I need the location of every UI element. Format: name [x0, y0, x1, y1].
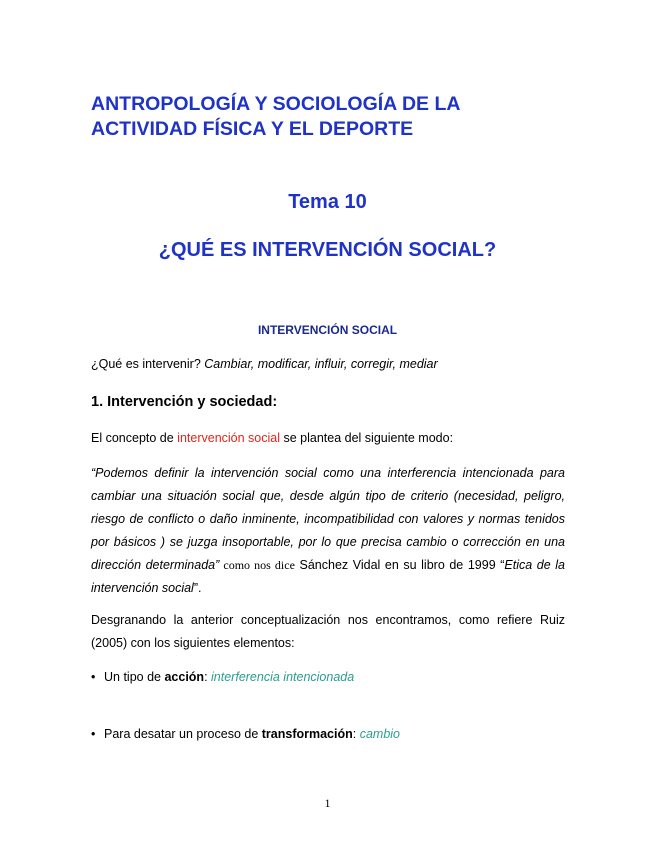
title-line-1: ANTROPOLOGÍA Y SOCIOLOGÍA DE LA: [91, 93, 461, 115]
document-title: [91, 92, 571, 142]
bullet-icon: •: [91, 670, 96, 684]
concepto-paragraph: [91, 430, 571, 446]
quote-como: como nos dice: [219, 558, 295, 572]
intervenir-paragraph: [91, 356, 571, 372]
list-item: [91, 726, 571, 742]
intervenir-prefix: ¿Qué es intervenir?: [91, 357, 205, 371]
question-heading: ¿QUÉ ES INTERVENCIÓN SOCIAL?: [158, 239, 497, 261]
desgranando-paragraph: Desgranando la anterior conceptualización nos encontramos, como refiere Ruiz (2005) con los siguientes elementos:: [91, 613, 565, 650]
bullet-value: interferencia intencionada: [211, 670, 355, 684]
title-line-2: ACTIVIDAD FÍSICA Y EL DEPORTE: [91, 118, 414, 140]
quote-book: Etica de la intervención social: [91, 558, 565, 595]
tema-heading: Tema 10: [288, 191, 367, 213]
bullet-value: cambio: [359, 727, 400, 741]
quote-author: Sánchez Vidal en su libro de 1999 “: [294, 558, 505, 572]
quote-text: “Podemos definir la intervención social como una interferencia intencionada para cambiar una situación social que, desde algún tipo de criterio (necesidad, peligro, riesgo de conflicto o daño inminente, incompatibilidad con valores y normas tenidos por básicos ) se juzga insoportable, por lo que precisa cambio o corrección en una dirección determinada”: [91, 466, 565, 572]
bullet-prefix: Un tipo de: [104, 670, 165, 684]
list-item: [91, 669, 571, 685]
bullet-prefix: Para desatar un proceso de: [104, 727, 262, 741]
bullet-keyword: acción: [164, 670, 205, 684]
intervenir-verbs: Cambiar, modificar, influir, corregir, mediar: [204, 357, 438, 371]
page-number: 1: [324, 796, 331, 810]
bullet-icon: •: [91, 727, 96, 741]
quote-end: ”.: [193, 581, 202, 595]
section-heading: 1. Intervención y sociedad:: [91, 394, 278, 410]
concepto-highlight: intervención social: [177, 431, 281, 445]
concepto-before: El concepto de: [91, 431, 178, 445]
bullet-separator: :: [204, 670, 212, 684]
definition-quote: [91, 462, 565, 600]
section-label: INTERVENCIÓN SOCIAL: [257, 323, 398, 337]
bullet-keyword: transformación: [261, 727, 353, 741]
bullet-separator: :: [352, 727, 360, 741]
concepto-after: se plantea del siguiente modo:: [280, 431, 454, 445]
